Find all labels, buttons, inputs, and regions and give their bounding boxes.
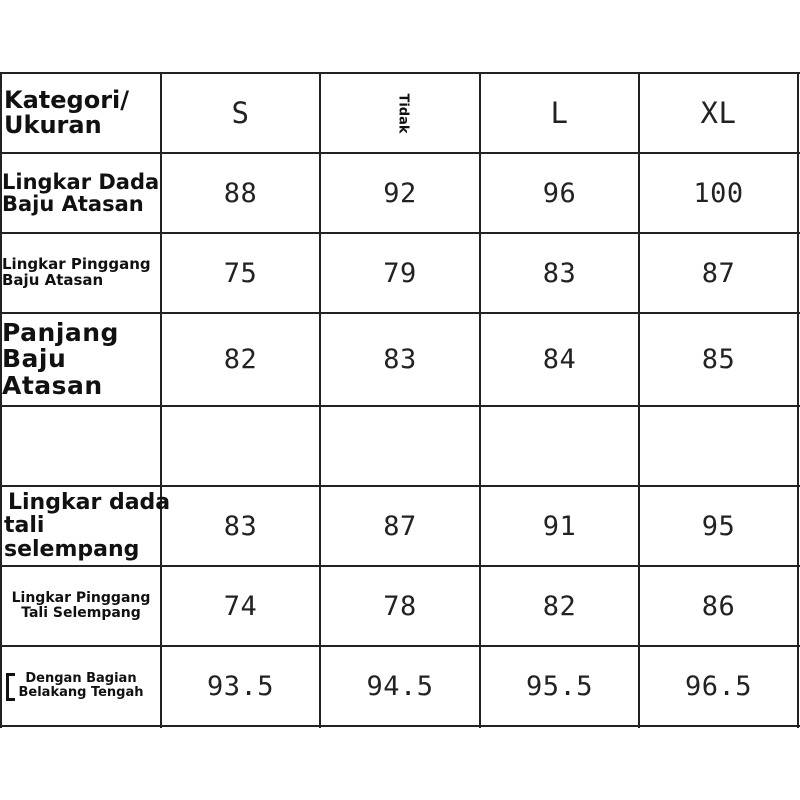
row-label-waist-strap bbox=[2, 567, 160, 645]
table-cell: 83 bbox=[542, 257, 577, 289]
table-cell: 84 bbox=[542, 344, 577, 375]
table-cell: 87 bbox=[701, 257, 736, 289]
row-label-line2: Tali Selempang bbox=[21, 605, 141, 621]
header-size-m-label: Tidak bbox=[395, 92, 411, 134]
table-cell: 88 bbox=[223, 177, 258, 209]
table-cell: 91 bbox=[542, 510, 577, 542]
row-label-line1: Lingkar Pinggang bbox=[11, 590, 151, 607]
table-cell: 79 bbox=[383, 257, 417, 289]
header-category-line1: Kategori/ bbox=[4, 85, 130, 114]
row-label-line1: Lingkar dada bbox=[8, 490, 171, 516]
table-cell: 85 bbox=[701, 344, 736, 375]
table-cell: 96 bbox=[542, 177, 577, 209]
table-cell: 95 bbox=[701, 510, 736, 542]
table-cell: 93.5 bbox=[206, 670, 275, 702]
header-size-l: L bbox=[550, 96, 569, 130]
table-cell: 87 bbox=[383, 510, 417, 542]
table-cell: 83 bbox=[383, 344, 417, 375]
header-category-line2: Ukuran bbox=[4, 111, 102, 139]
header-size-s: S bbox=[231, 96, 250, 130]
row-label-line2: Baju Atasan bbox=[2, 344, 103, 400]
table-cell: 78 bbox=[383, 590, 417, 622]
row-label-line1: Lingkar Pinggang bbox=[2, 255, 151, 274]
row-label-marker bbox=[6, 673, 15, 701]
row-label-line2: Baju Atasan bbox=[2, 271, 104, 289]
row-label-line2: tali selempang bbox=[4, 513, 140, 562]
table-cell: 92 bbox=[383, 177, 417, 209]
size-chart-table bbox=[0, 72, 800, 728]
row-label-line1: Dengan Bagian bbox=[25, 671, 137, 687]
header-category-cell bbox=[2, 74, 160, 152]
row-label-chest-top bbox=[2, 154, 162, 232]
table-cell: 94.5 bbox=[366, 670, 434, 702]
table-cell: 82 bbox=[223, 344, 258, 375]
table-cell: 96.5 bbox=[684, 670, 753, 702]
row-label-back-center bbox=[2, 647, 160, 725]
row-label-chest-strap bbox=[2, 487, 176, 565]
header-size-xl: XL bbox=[700, 96, 737, 130]
table-cell: 86 bbox=[701, 590, 736, 622]
row-label-length-top bbox=[2, 314, 166, 405]
row-label-line1: Panjang bbox=[2, 318, 119, 348]
row-label-line1: Lingkar Dada bbox=[2, 169, 160, 194]
row-label-waist-top bbox=[2, 234, 160, 312]
empty-row bbox=[2, 407, 797, 485]
header-size-m bbox=[321, 74, 479, 152]
table-cell: 82 bbox=[542, 590, 577, 622]
table-cell: 95.5 bbox=[525, 670, 594, 702]
row-label-line2: Belakang Tengah bbox=[18, 685, 144, 700]
table-cell: 100 bbox=[693, 177, 744, 209]
table-cell: 74 bbox=[223, 590, 258, 622]
table-cell: 83 bbox=[223, 510, 258, 542]
row-label-line2: Baju Atasan bbox=[2, 192, 144, 216]
table-cell: 75 bbox=[223, 257, 258, 289]
